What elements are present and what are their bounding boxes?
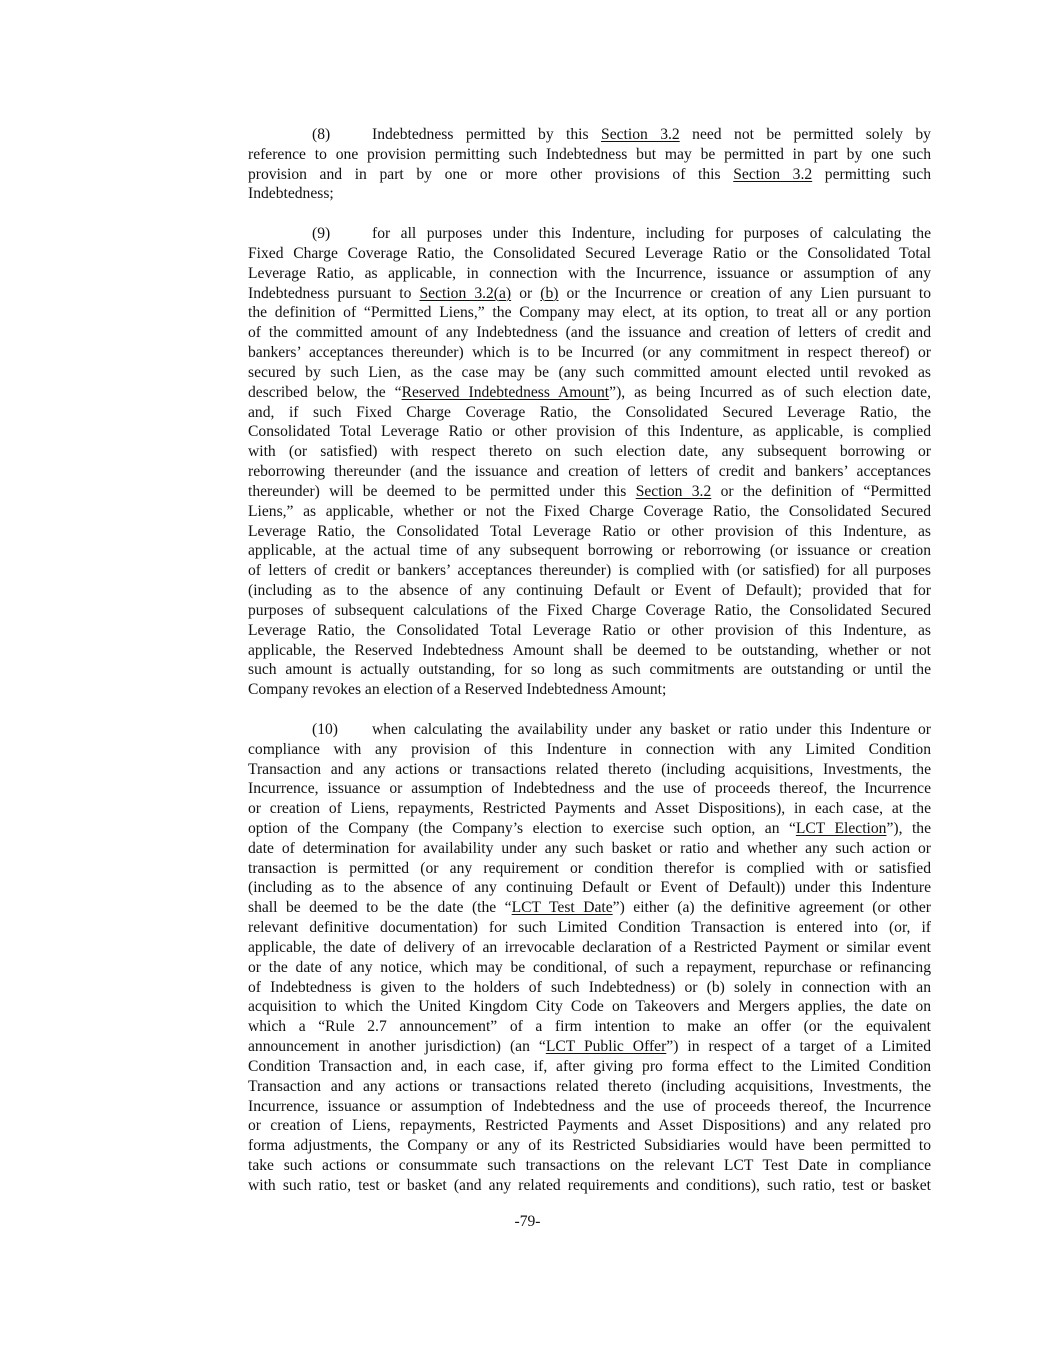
text-line: applicable, the date of delivery of an irrevocable declaration of a Restricted Payment or similar event [248, 938, 931, 956]
text-line: applicable, at the actual time of any subsequent borrowing or reborrowing (or issuance or creation [248, 542, 931, 560]
text-line: (9) for all purposes under this Indenture, including for purposes of calculating the [312, 225, 931, 243]
underlined-reference: (b) [540, 284, 559, 302]
underlined-reference: Section 3.2 [601, 126, 680, 143]
text-line: option of the Company (the Company’s election to exercise such option, an “LCT Election”), the [248, 819, 931, 837]
text-line: Leverage Ratio, the Consolidated Total Leverage Ratio or other provision of this Indenture, as [248, 522, 931, 540]
text-line: acquisition to which the United Kingdom City Code on Takeovers and Mergers applies, the date on [248, 998, 931, 1016]
underlined-reference: LCT Public Offer [545, 1038, 667, 1056]
document-body [248, 125, 931, 1216]
text-line: Indebtedness; [248, 185, 334, 203]
text-line: of Indebtedness is given to the holders of such Indebtedness) or (b) solely in connection with an [248, 978, 931, 996]
text-line: Fixed Charge Coverage Ratio, the Consolidated Secured Leverage Ratio or the Consolidated Total [248, 244, 931, 262]
text-line: such amount is actually outstanding, for so long as such commitments are outstanding or until the [248, 661, 931, 679]
text-line: secured by such Lien, as the case may be (any such committed amount elected until revoked as [248, 363, 931, 381]
text-line: purposes of subsequent calculations of the Fixed Charge Coverage Ratio, the Consolidated Secured [248, 601, 931, 619]
underlined-reference: Section 3.2 [635, 482, 712, 500]
text-line: applicable, the Reserved Indebtedness Amount shall be deemed to be outstanding, whether or not [248, 641, 931, 659]
text-line: Transaction and any actions or transactions related thereto (including acquisitions, Investments, the [248, 1077, 931, 1095]
text-line: or creation of Liens, repayments, Restricted Payments and Asset Dispositions) and any related pro [248, 1117, 931, 1135]
text-line: of letters of credit or bankers’ acceptances thereunder) is complied with (or satisfied) for all purposes [248, 562, 931, 580]
text-line: the definition of “Permitted Liens,” the Company may elect, at its option, to treat all or any portion [248, 304, 931, 322]
text-line: with (or satisfied) with respect thereto on such election date, any subsequent borrowing or [248, 443, 931, 461]
text-line: (8) Indebtedness permitted by this Section 3.2 need not be permitted solely by [312, 126, 931, 143]
text-line: reference to one provision permitting such Indebtedness but may be permitted in part by one such [248, 145, 931, 163]
text-line: transaction is permitted (or any requirement or condition therefor is complied with or satisfied [248, 859, 931, 877]
text-line: of the committed amount of any Indebtedness (and the issuance and creation of letters of credit and [248, 324, 931, 342]
underlined-reference: Section 3.2(a) [419, 284, 512, 302]
page-number: -79- [514, 1213, 541, 1230]
text-line: or the date of any notice, which may be conditional, of such a repayment, repurchase or refinancing [248, 958, 931, 976]
text-line: Condition Transaction and, in each case, if, after giving pro forma effect to the Limited Condition [248, 1057, 931, 1075]
text-line: date of determination for availability under any such basket or ratio and whether any such action or [248, 839, 931, 857]
text-line: shall be deemed to be the date (the “LCT Test Date”) either (a) the definitive agreement (or other [248, 899, 931, 917]
paragraph-9 [248, 224, 931, 700]
text-line: compliance with any provision of this Indenture in connection with any Limited Condition [248, 740, 931, 758]
text-line: bankers’ acceptances thereunder) which is to be Incurred (or any commitment in respect thereof) or [248, 344, 931, 362]
text-line: thereunder) will be deemed to be permitted under this Section 3.2 or the definition of “Permitted [248, 482, 931, 500]
text-line: (10) when calculating the availability under any basket or ratio under this Indenture or [312, 720, 931, 738]
underlined-reference: LCT Test Date [511, 899, 613, 917]
text-line: Consolidated Total Leverage Ratio or other provision of this Indenture, as applicable, is complied [248, 423, 931, 441]
paragraph-8 [248, 125, 931, 204]
text-line: (including as to the absence of any continuing Default or Event of Default); provided that for [248, 582, 931, 600]
underlined-reference: LCT Election [795, 819, 887, 837]
paragraph-10 [248, 720, 931, 1196]
text-line: Incurrence, issuance or assumption of Indebtedness and the use of proceeds thereof, the Incurrence [248, 1097, 931, 1115]
text-line: forma adjustments, the Company or any of its Restricted Subsidiaries would have been permitted to [248, 1137, 931, 1155]
text-line: or creation of Liens, repayments, Restricted Payments and Asset Dispositions), in each case, at the [248, 800, 931, 818]
paragraph-label: (8) [312, 126, 331, 143]
text-line: Company revokes an election of a Reserved Indebtedness Amount; [248, 681, 667, 699]
text-line: take such actions or consummate such transactions on the relevant LCT Test Date in compliance [248, 1157, 931, 1175]
paragraph-label: (9) [312, 225, 331, 243]
text-line: Leverage Ratio, as applicable, in connection with the Incurrence, issuance or assumption of any [248, 264, 931, 282]
text-line: Incurrence, issuance or assumption of Indebtedness and the use of proceeds thereof, the Incurrence [248, 780, 931, 798]
text-line: reborrowing thereunder (and the issuance and creation of letters of credit and bankers’ acceptances [248, 463, 931, 481]
text-line: Liens,” as applicable, whether or not the Fixed Charge Coverage Ratio, the Consolidated Secured [248, 502, 931, 520]
text-line: and, if such Fixed Charge Coverage Ratio, the Consolidated Secured Leverage Ratio, the [248, 403, 931, 421]
text-line: which a “Rule 2.7 announcement” of a firm intention to make an offer (or the equivalent [248, 1018, 931, 1036]
text-line: (including as to the absence of any continuing Default or Event of Default)) under this Indenture [248, 879, 931, 897]
text-line: provision and in part by one or more other provisions of this Section 3.2 permitting such [248, 165, 931, 183]
text-line: Transaction and any actions or transactions related thereto (including acquisitions, Investments, the [248, 760, 931, 778]
text-line: described below, the “Reserved Indebtedness Amount”), as being Incurred as of such election date, [248, 383, 931, 401]
text-line: with such ratio, test or basket (and any related requirements and conditions), such ratio, test or basket [248, 1176, 931, 1194]
text-line: relevant definitive documentation) for such Limited Condition Transaction is entered into (or, if [248, 919, 931, 937]
underlined-reference: Section 3.2 [733, 165, 813, 183]
text-line: announcement in another jurisdiction) (an “LCT Public Offer”) in respect of a target of a Limited [248, 1038, 931, 1056]
text-line: Indebtedness pursuant to Section 3.2(a) or (b) or the Incurrence or creation of any Lien pursuant to [248, 284, 931, 302]
underlined-reference: Reserved Indebtedness Amount [401, 383, 610, 401]
paragraph-label: (10) [312, 720, 338, 738]
text-line: Leverage Ratio, the Consolidated Total Leverage Ratio or other provision of this Indenture, as [248, 621, 931, 639]
